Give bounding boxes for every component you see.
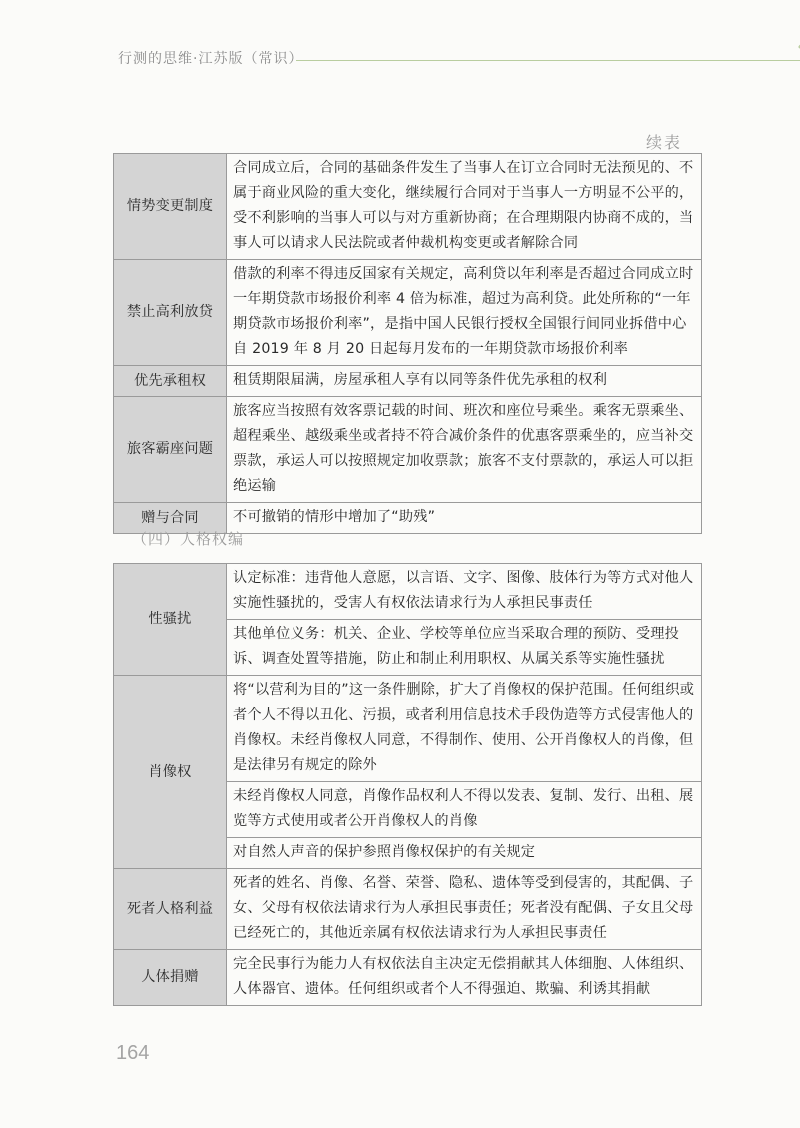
row-content: 旅客应当按照有效客票记载的时间、班次和座位号乘坐。乘客无票乘坐、超程乘坐、越级乘坐或者持不符合减价条件的优惠客票乘坐的，应当补交票款，承运人可以按照规定加收票款；旅客不支付票款的，承运人可以拒绝运输 [227,397,702,503]
sprout-icon [796,36,800,66]
row-heading: 赠与合同 [114,503,227,534]
row-heading: 性骚扰 [114,564,227,676]
row-content: 对自然人声音的保护参照肖像权保护的有关规定 [227,838,702,869]
row-content: 死者的姓名、肖像、名誉、荣誉、隐私、遗体等受到侵害的，其配偶、子女、父母有权依法请求行为人承担民事责任；死者没有配偶、子女且父母已经死亡的，其他近亲属有权依法请求行为人承担民事责任 [227,869,702,950]
header-rule [296,60,800,61]
row-content: 合同成立后，合同的基础条件发生了当事人在订立合同时无法预见的、不属于商业风险的重大变化，继续履行合同对于当事人一方明显不公平的，受不利影响的当事人可以与对方重新协商；在合理期限内协商不成的，当事人可以请求人民法院或者仲裁机构变更或者解除合同 [227,154,702,260]
row-content: 借款的利率不得违反国家有关规定，高利贷以年利率是否超过合同成立时一年期贷款市场报价利率 4 倍为标准，超过为高利贷。此处所称的“一年期贷款市场报价利率”，是指中国人民银行授权全国银行间同业拆借中心自 2019 年 8 月 20 日起每月发布的一年期贷款市场报价利率 [227,260,702,366]
table-row [114,260,702,366]
running-header [118,48,718,70]
row-heading: 人体捐赠 [114,950,227,1006]
row-content: 完全民事行为能力人有权依法自主决定无偿捐献其人体细胞、人体组织、人体器官、遗体。任何组织或者个人不得强迫、欺骗、利诱其捐献 [227,950,702,1006]
row-heading: 旅客霸座问题 [114,397,227,503]
row-content: 未经肖像权人同意，肖像作品权利人不得以发表、复制、发行、出租、展览等方式使用或者公开肖像权人的肖像 [227,782,702,838]
row-content: 将“以营利为目的”这一条件删除，扩大了肖像权的保护范围。任何组织或者个人不得以丑化、污损，或者利用信息技术手段伪造等方式侵害他人的肖像权。未经肖像权人同意，不得制作、使用、公开肖像权人的肖像，但是法律另有规定的除外 [227,676,702,782]
table-row [114,676,702,782]
civil-code-table-continued [113,153,702,534]
table-row [114,366,702,397]
row-content: 其他单位义务：机关、企业、学校等单位应当采取合理的预防、受理投诉、调查处置等措施，防止和制止利用职权、从属关系等实施性骚扰 [227,620,702,676]
personality-rights-table [113,563,702,1006]
table-row [114,869,702,950]
continued-label: 续表 [645,133,682,152]
page-number: 164 [116,1042,150,1064]
row-heading: 肖像权 [114,676,227,869]
row-heading: 死者人格利益 [114,869,227,950]
row-heading: 优先承租权 [114,366,227,397]
row-content: 不可撤销的情形中增加了“助残” [227,503,702,534]
table-row [114,397,702,503]
section-title: （四）人格权编 [132,530,245,548]
row-content: 租赁期限届满，房屋承租人享有以同等条件优先承租的权利 [227,366,702,397]
table-row [114,154,702,260]
row-content: 认定标准：违背他人意愿，以言语、文字、图像、肢体行为等方式对他人实施性骚扰的，受害人有权依法请求行为人承担民事责任 [227,564,702,620]
table-row [114,950,702,1006]
running-header-title: 行测的思维·江苏版（常识） [118,51,304,67]
row-heading: 禁止高利放贷 [114,260,227,366]
table-row [114,564,702,620]
row-heading: 情势变更制度 [114,154,227,260]
